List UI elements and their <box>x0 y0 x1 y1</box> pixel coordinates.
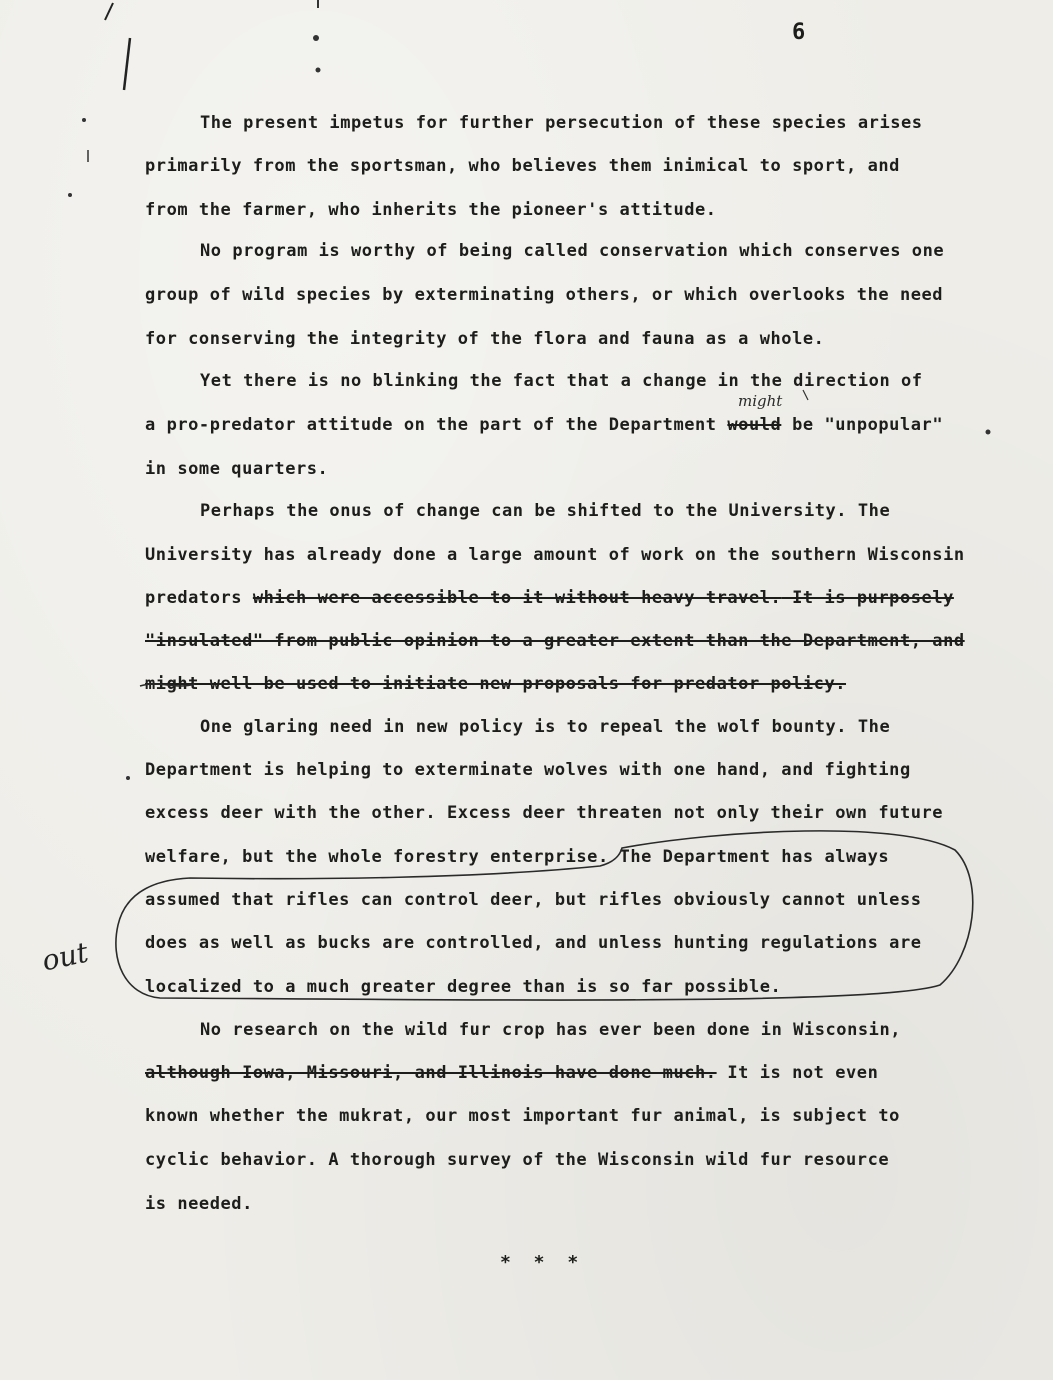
text-line-11: University has already done a large amount of work on the southern Wisconsin <box>145 545 965 565</box>
text-line-18: welfare, but the whole forestry enterprise. The Department has always <box>145 847 890 867</box>
stray-mark-1 <box>105 3 113 20</box>
stray-dot-5 <box>986 430 991 435</box>
text-line-16: Department is helping to exterminate wolves with one hand, and fighting <box>145 760 911 780</box>
struck-phrase-3: might well be used to initiate new proposals for predator policy. <box>145 674 847 694</box>
text-line-20: does as well as bucks are controlled, and unless hunting regulations are <box>145 933 922 953</box>
text-line-10: Perhaps the onus of change can be shifted to the University. The <box>200 501 891 521</box>
page-number: 6 <box>792 20 806 45</box>
text-line-5: group of wild species by exterminating others, or which overlooks the need <box>145 285 944 305</box>
text-line-15: One glaring need in new policy is to repeal the wolf bounty. The <box>200 717 891 737</box>
text-line-12 <box>145 587 954 609</box>
text-line-14 <box>145 673 846 695</box>
text-line-2: primarily from the sportsman, who believes them inimical to sport, and <box>145 156 900 176</box>
text-line-13: "insulated" from public opinion to a greater extent than the Department, and <box>145 631 965 651</box>
struck-phrase-4: although Iowa, Missouri, and Illinois have done much. <box>145 1063 717 1083</box>
text-line-26: is needed. <box>145 1194 253 1214</box>
text-line-3: from the farmer, who inherits the pioneer's attitude. <box>145 200 717 220</box>
struck-word: would <box>727 415 782 435</box>
handwritten-insert: might <box>738 392 783 410</box>
text-line-21: localized to a much greater degree than is so far possible. <box>145 977 782 997</box>
stray-dot-6 <box>126 776 130 780</box>
text-line-24: known whether the mukrat, our most important fur animal, is subject to <box>145 1106 900 1126</box>
margin-note-out: out <box>39 935 92 978</box>
text-line-25: cyclic behavior. A thorough survey of the Wisconsin wild fur resource <box>145 1150 890 1170</box>
text-line-9: in some quarters. <box>145 459 329 479</box>
text-line-23 <box>145 1062 878 1084</box>
text-line-23-end: It is not even <box>716 1063 879 1083</box>
text-line-8-start: a pro-predator attitude on the part of the Department <box>145 415 728 435</box>
text-line-7: Yet there is no blinking the fact that a change in the direction of <box>200 371 923 391</box>
stray-dot-1 <box>313 35 319 41</box>
text-line-8-end: be "unpopular" <box>781 415 944 435</box>
end-mark: * * * <box>500 1252 585 1273</box>
text-line-6: for conserving the integrity of the flora and fauna as a whole. <box>145 329 825 349</box>
text-line-1: The present impetus for further persecution of these species arises <box>200 113 923 133</box>
stray-dot-3 <box>82 118 86 122</box>
stray-dot-4 <box>68 193 72 197</box>
text-line-19: assumed that rifles can control deer, but rifles obviously cannot unless <box>145 890 922 910</box>
text-line-8 <box>145 414 943 436</box>
stray-dot-2 <box>316 68 321 73</box>
struck-phrase: which were accessible to it without heavy travel. <box>252 588 782 608</box>
stray-mark-2 <box>124 38 130 90</box>
text-line-12-start: predators <box>145 588 253 608</box>
text-line-17: excess deer with the other. Excess deer threaten not only their own future <box>145 803 944 823</box>
text-line-22: No research on the wild fur crop has ever been done in Wisconsin, <box>200 1020 902 1040</box>
text-line-4: No program is worthy of being called conservation which conserves one <box>200 241 945 261</box>
struck-phrase-2: It is purposely <box>781 588 954 608</box>
